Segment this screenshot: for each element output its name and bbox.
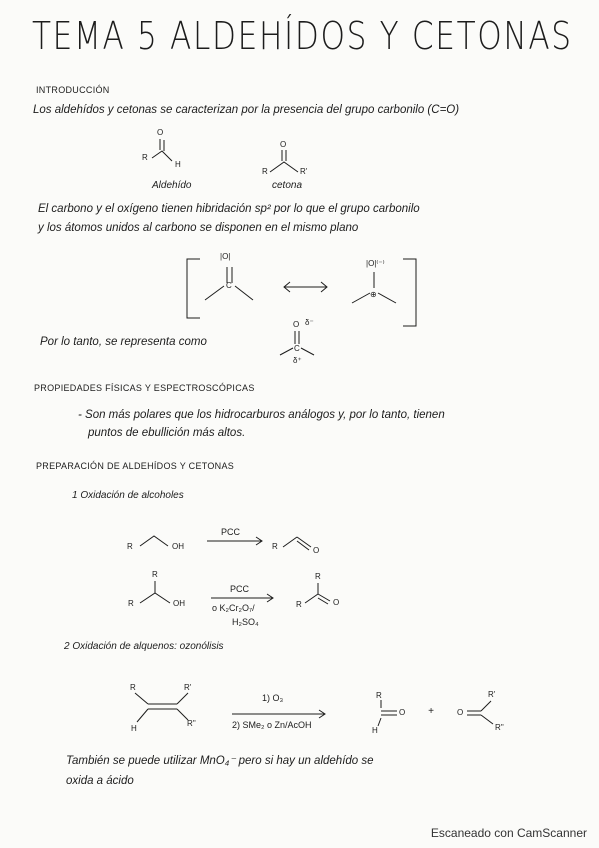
- resonance-right-arm-1: [352, 293, 370, 303]
- products-plus-sign: +: [428, 706, 434, 717]
- page-title: TEMA 5 ALDEHÍDOS Y CETONAS: [32, 14, 573, 58]
- aldehyde1-bond: [283, 537, 297, 547]
- alkene-sub-3: [137, 709, 148, 722]
- alcohol2-r-top-label: R: [152, 570, 158, 579]
- reaction2-alt-reagent-1: o K₂Cr₂O₇/: [212, 603, 255, 613]
- alcohol2-skeleton: [140, 593, 170, 603]
- reaction1-reagent: PCC: [221, 527, 241, 537]
- product-ketone-rprime-label: R': [488, 690, 496, 699]
- product-ketone-bond-1: [481, 701, 491, 711]
- alcohol1-r-label: R: [127, 542, 133, 551]
- resonance-right-carbon: ⊕: [370, 290, 377, 299]
- resonance-right-oxygen: |O|⁽⁻⁾: [366, 259, 385, 268]
- reaction2-reagent: PCC: [230, 584, 250, 594]
- aldehyde-caption: Aldehído: [152, 180, 192, 191]
- step-1-heading: 1 Oxidación de alcoholes: [72, 490, 184, 501]
- properties-line-1: - Son más polares que los hidrocarburos análogos y, por lo tanto, tienen: [78, 409, 445, 421]
- ketone2-double-1: [318, 594, 330, 601]
- step-2-heading: 2 Oxidación de alquenos: ozonólisis: [64, 641, 224, 652]
- aldehyde-h-label: H: [175, 160, 181, 169]
- aldehyde-o-label: O: [157, 128, 164, 137]
- aldehyde1-double-2: [297, 541, 309, 550]
- resonance-left-arm-1: [205, 286, 224, 300]
- ketone-skeleton: [270, 162, 298, 172]
- ketone-o-label: O: [280, 140, 287, 149]
- product-aldehyde-bond-2: [378, 718, 381, 726]
- intro-line-2: El carbono y el oxígeno tienen hibridación sp² por lo que el grupo carbonilo: [38, 203, 420, 215]
- product-ketone-o-label: O: [457, 708, 464, 717]
- aldehyde-skeleton: [152, 151, 172, 161]
- polar-delta-minus: δ⁻: [305, 318, 314, 327]
- preparation-heading: PREPARACIÓN DE ALDEHÍDOS Y CETONAS: [36, 461, 235, 471]
- intro-line-1: Los aldehídos y cetonas se caracterizan por la presencia del grupo carbonilo (C=O): [33, 104, 460, 116]
- intro-heading: INTRODUCCIÓN: [36, 85, 110, 95]
- product-aldehyde-o-label: O: [399, 708, 406, 717]
- resonance-left-carbon: C: [226, 281, 232, 290]
- polar-arm-2: [301, 348, 314, 355]
- resonance-left-oxygen: |O|: [220, 252, 231, 261]
- alcohol1-oh-label: OH: [172, 542, 184, 551]
- polar-carbon: C: [294, 344, 300, 353]
- aldehyde1-o-label: O: [313, 546, 320, 555]
- note-line-2: oxida a ácido: [66, 775, 134, 787]
- alkene-rprime-label: R': [184, 683, 192, 692]
- alkene-sub-2: [177, 693, 188, 704]
- product-aldehyde-h-label: H: [372, 726, 378, 735]
- ketone2-o-label: O: [333, 598, 340, 607]
- ketone2-r-label: R: [296, 600, 302, 609]
- alcohol2-r-label: R: [128, 599, 134, 608]
- intro-line-3: y los átomos unidos al carbono se disponen en el mismo plano: [38, 222, 359, 234]
- properties-heading: PROPIEDADES FÍSICAS Y ESPECTROSCÓPICAS: [34, 383, 255, 393]
- ozonolysis-reagent-2: 2) SMe₂ o Zn/AcOH: [232, 720, 312, 730]
- properties-line-2: puntos de ebullición más altos.: [88, 427, 246, 439]
- product-aldehyde-r-label: R: [376, 691, 382, 700]
- reaction2-alt-reagent-2: H₂SO₄: [232, 617, 259, 627]
- product-ketone-rdoubleprime-label: R'': [495, 723, 504, 732]
- aldehyde-r-label: R: [142, 153, 148, 162]
- alkene-r-label: R: [130, 683, 136, 692]
- alkene-sub-1: [135, 693, 148, 704]
- ozonolysis-reagent-1: 1) O₃: [262, 693, 284, 703]
- aldehyde1-r-label: R: [272, 542, 278, 551]
- ketone-caption: cetona: [272, 180, 303, 191]
- resonance-bracket-right: [403, 259, 416, 326]
- polar-arm-1: [280, 348, 293, 355]
- note-line-1: También se puede utilizar MnO₄⁻ pero si hay un aldehído se: [66, 755, 374, 767]
- resonance-bracket-left: [187, 259, 200, 318]
- scanner-watermark: Escaneado con CamScanner: [430, 826, 587, 840]
- alkene-rdoubleprime-label: R'': [187, 719, 196, 728]
- alcohol1-skeleton: [140, 536, 168, 546]
- resonance-right-arm-2: [378, 293, 396, 303]
- product-ketone-bond-2: [481, 715, 493, 724]
- ketone-r-label: R: [262, 167, 268, 176]
- resonance-left-arm-2: [235, 286, 253, 300]
- ketone2-r-top-label: R: [315, 572, 321, 581]
- polar-delta-plus: δ⁺: [293, 356, 302, 365]
- ketone2-bond: [305, 594, 318, 603]
- alcohol2-oh-label: OH: [173, 599, 185, 608]
- intro-line-4: Por lo tanto, se representa como: [40, 336, 207, 348]
- polar-oxygen: O: [293, 320, 300, 329]
- alkene-h-label: H: [131, 724, 137, 733]
- ketone-rprime-label: R': [300, 167, 308, 176]
